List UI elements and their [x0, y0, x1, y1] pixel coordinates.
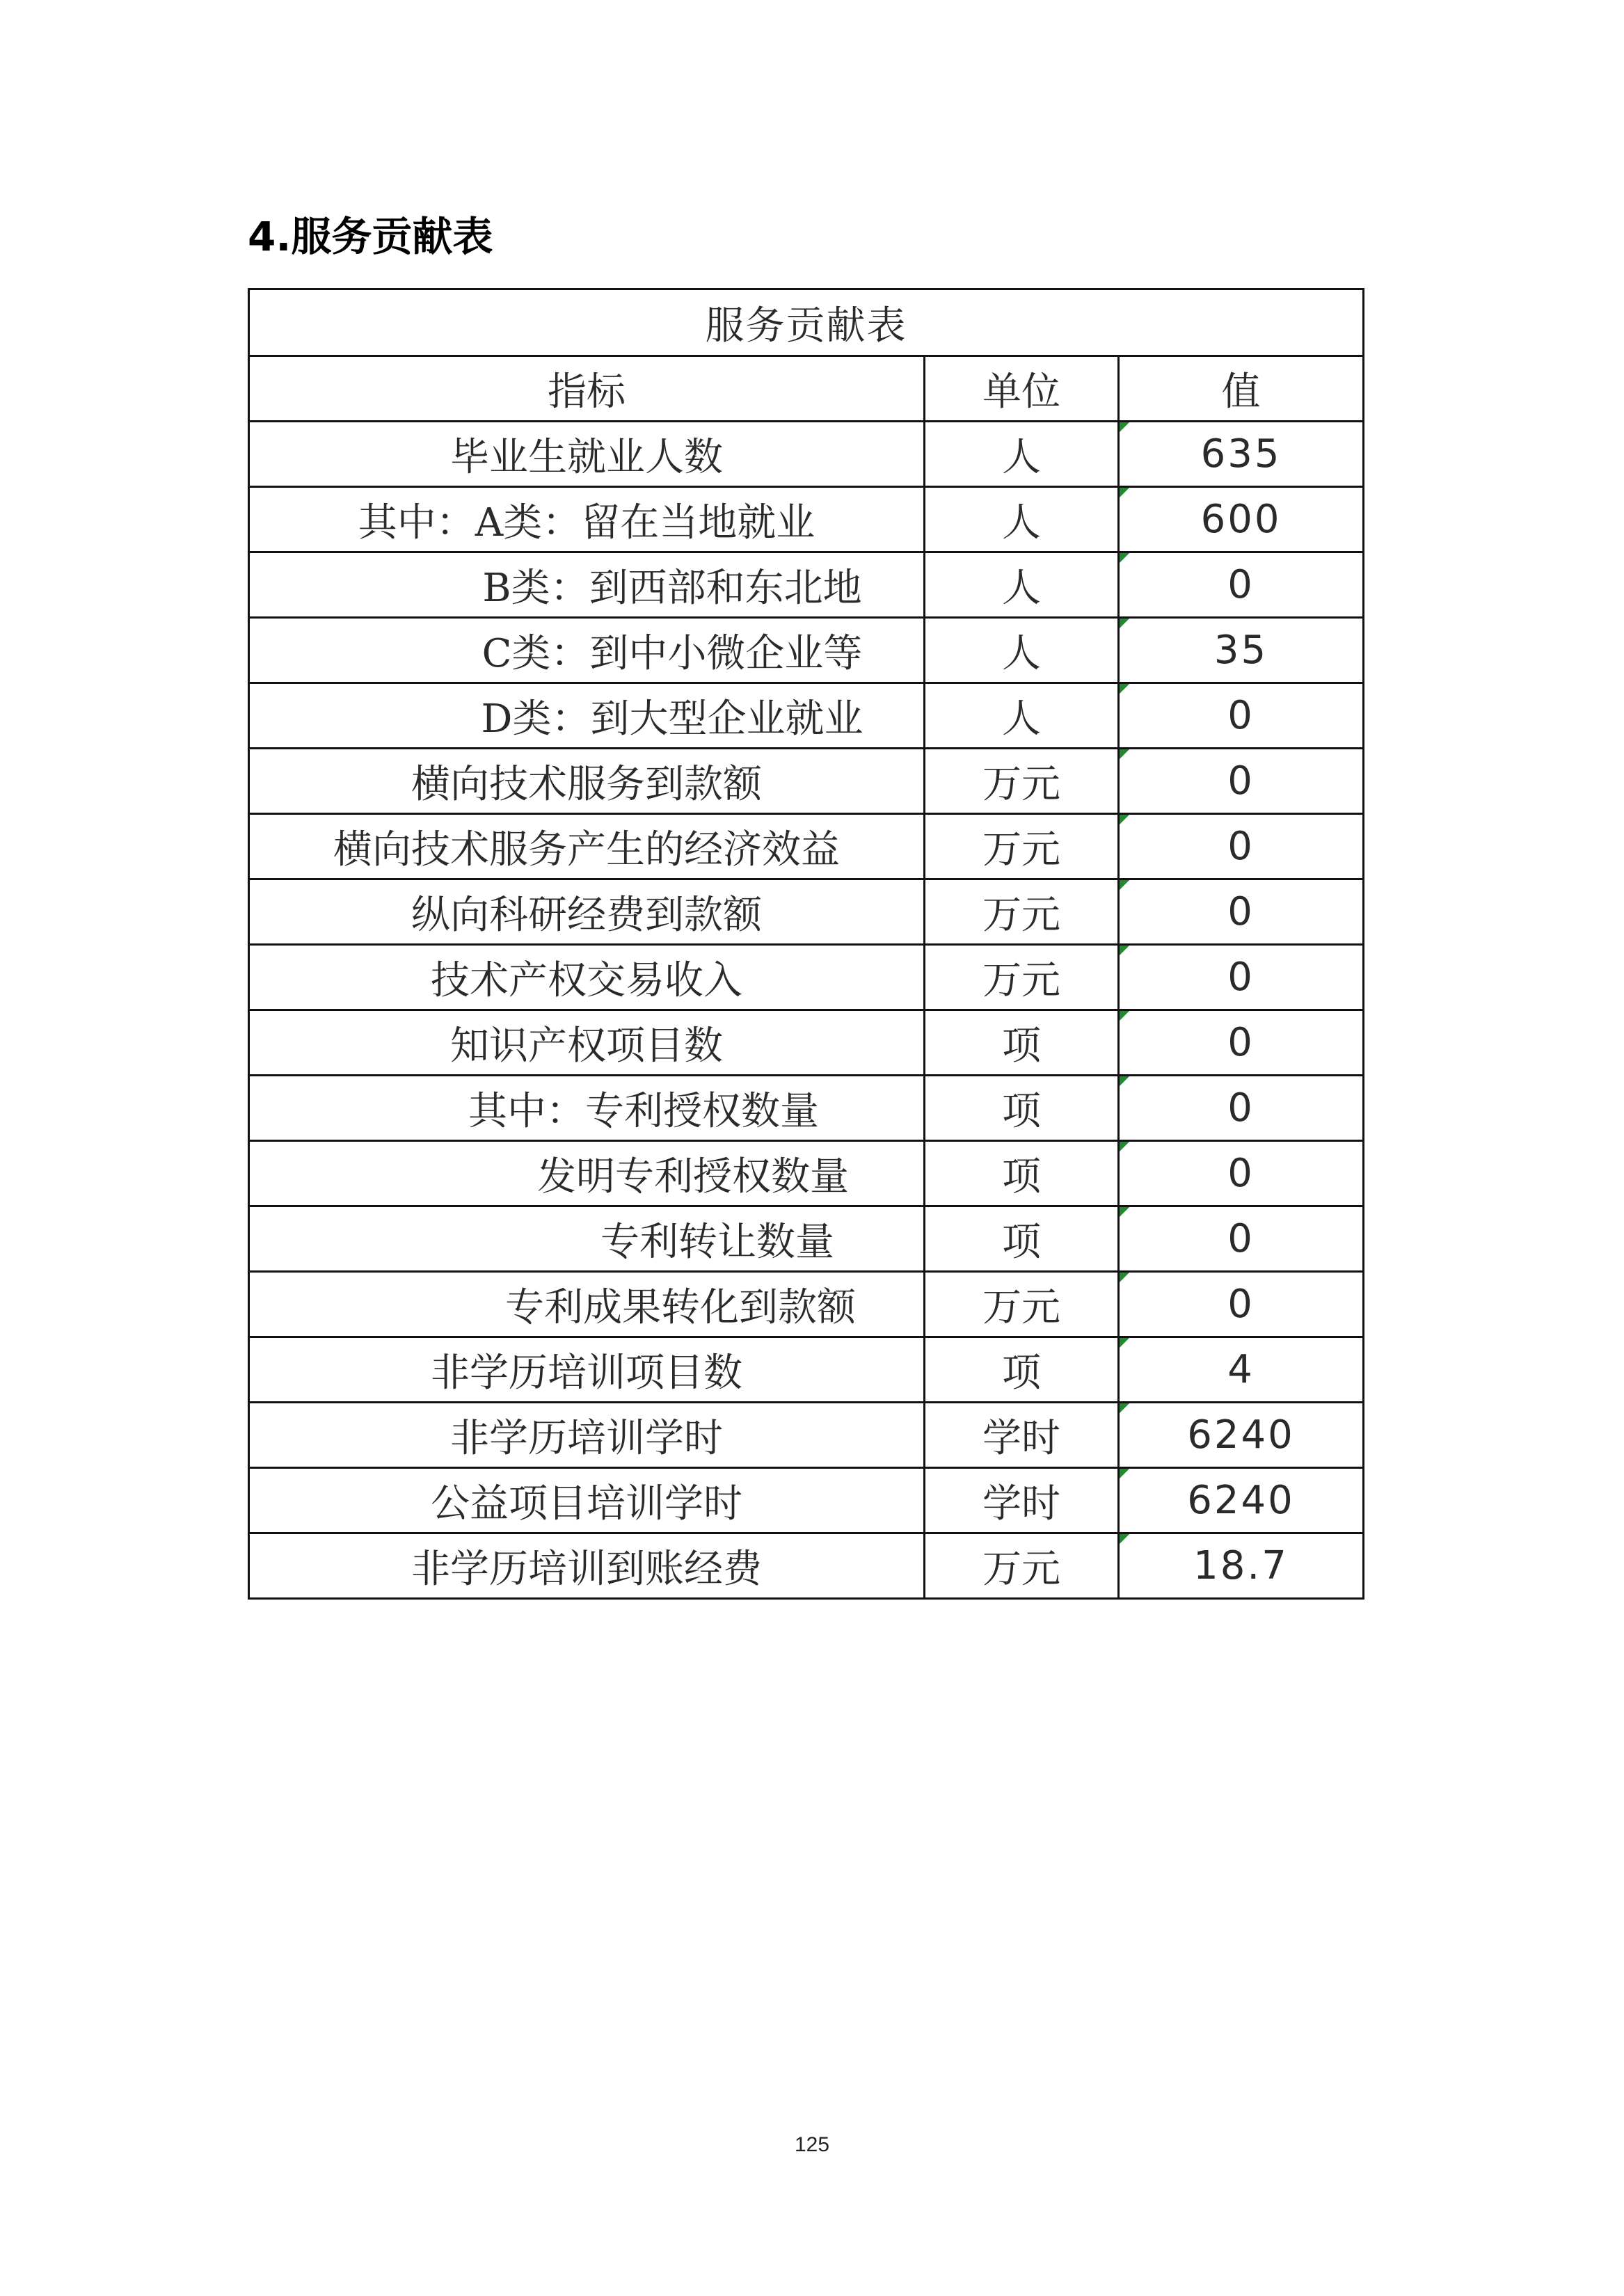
indicator-cell	[249, 1076, 925, 1141]
value-cell	[1119, 1076, 1364, 1141]
table-row	[249, 814, 1364, 879]
indicator-cell	[249, 1337, 925, 1403]
indicator-cell	[249, 1272, 925, 1337]
value-text: 0	[1227, 1085, 1255, 1131]
indicator-label: 其中：专利授权数量	[468, 1088, 819, 1134]
cell-marker-icon	[1120, 1338, 1129, 1348]
indicator-cell	[249, 814, 925, 879]
service-contribution-table	[248, 288, 1364, 1600]
indicator-label: 横向技术服务产生的经济效益	[333, 827, 840, 872]
value-text: 0	[1227, 1151, 1255, 1196]
unit-cell: 项	[925, 1010, 1119, 1076]
value-cell	[1119, 749, 1364, 814]
value-text: 0	[1227, 824, 1255, 869]
indicator-cell	[249, 1403, 925, 1468]
unit-cell: 万元	[925, 879, 1119, 945]
value-text: 0	[1227, 1020, 1255, 1065]
value-cell	[1119, 879, 1364, 945]
unit-cell: 万元	[925, 945, 1119, 1010]
cell-marker-icon	[1120, 619, 1129, 628]
value-cell	[1119, 1533, 1364, 1599]
indicator-cell	[249, 487, 925, 552]
cell-marker-icon	[1120, 488, 1129, 497]
value-text: 0	[1227, 1216, 1255, 1261]
indicator-label: 知识产权项目数	[450, 1023, 723, 1069]
value-cell	[1119, 1337, 1364, 1403]
table-row	[249, 552, 1364, 618]
indicator-label: 毕业生就业人数	[450, 434, 723, 480]
indicator-label: D类：到大型企业就业	[481, 696, 863, 742]
indicator-cell	[249, 1010, 925, 1076]
value-text: 4	[1227, 1347, 1255, 1392]
service-contribution-table-container	[248, 288, 1362, 1600]
value-cell	[1119, 1403, 1364, 1468]
value-text: 600	[1200, 497, 1282, 542]
value-cell	[1119, 552, 1364, 618]
table-row	[249, 487, 1364, 552]
indicator-cell	[249, 1468, 925, 1533]
indicator-label: B类：到西部和东北地	[482, 565, 862, 611]
table-row	[249, 1076, 1364, 1141]
indicator-label: C类：到中小微企业等	[481, 630, 863, 676]
cell-marker-icon	[1120, 880, 1129, 890]
cell-marker-icon	[1120, 553, 1129, 563]
value-cell	[1119, 422, 1364, 487]
table-row	[249, 749, 1364, 814]
cell-marker-icon	[1120, 1273, 1129, 1282]
table-row	[249, 1141, 1364, 1206]
cell-marker-icon	[1120, 1534, 1129, 1544]
table-row	[249, 1533, 1364, 1599]
table-row	[249, 1337, 1364, 1403]
indicator-cell	[249, 1141, 925, 1206]
indicator-label: 非学历培训项目数	[431, 1350, 742, 1396]
indicator-cell	[249, 879, 925, 945]
table-row	[249, 683, 1364, 749]
table-row	[249, 618, 1364, 683]
value-text: 6240	[1187, 1478, 1295, 1523]
value-text: 18.7	[1193, 1543, 1289, 1588]
value-text: 6240	[1187, 1412, 1295, 1458]
indicator-label: 发明专利授权数量	[537, 1154, 849, 1199]
unit-cell: 人	[925, 618, 1119, 683]
indicator-label: 公益项目培训学时	[431, 1481, 742, 1526]
table-header-row	[249, 356, 1364, 422]
indicator-cell	[249, 1206, 925, 1272]
unit-cell: 学时	[925, 1403, 1119, 1468]
value-text: 0	[1227, 889, 1255, 934]
value-cell	[1119, 1141, 1364, 1206]
value-cell	[1119, 618, 1364, 683]
indicator-label: 其中：A类：留在当地就业	[358, 500, 815, 545]
table-row	[249, 1010, 1364, 1076]
unit-cell: 万元	[925, 749, 1119, 814]
indicator-label: 非学历培训到账经费	[411, 1546, 762, 1592]
unit-cell: 人	[925, 422, 1119, 487]
table-row	[249, 1206, 1364, 1272]
cell-marker-icon	[1120, 749, 1129, 759]
table-row	[249, 1403, 1364, 1468]
value-text: 0	[1227, 955, 1255, 1000]
table-row	[249, 1468, 1364, 1533]
value-cell	[1119, 1010, 1364, 1076]
table-row	[249, 879, 1364, 945]
unit-cell: 人	[925, 683, 1119, 749]
unit-cell: 人	[925, 487, 1119, 552]
indicator-cell	[249, 683, 925, 749]
value-cell	[1119, 487, 1364, 552]
unit-cell: 学时	[925, 1468, 1119, 1533]
column-header-indicator: 指标	[249, 356, 925, 422]
cell-marker-icon	[1120, 1011, 1129, 1021]
cell-marker-icon	[1120, 1469, 1129, 1478]
cell-marker-icon	[1120, 422, 1129, 432]
value-text: 0	[1227, 562, 1255, 607]
unit-cell: 万元	[925, 1533, 1119, 1599]
table-row	[249, 945, 1364, 1010]
unit-cell: 项	[925, 1206, 1119, 1272]
indicator-label: 专利转让数量	[600, 1219, 834, 1265]
unit-cell: 项	[925, 1337, 1119, 1403]
value-text: 0	[1227, 693, 1255, 738]
indicator-cell	[249, 552, 925, 618]
value-cell	[1119, 814, 1364, 879]
indicator-cell	[249, 1533, 925, 1599]
table-title: 服务贡献表	[249, 289, 1364, 356]
table-row	[249, 1272, 1364, 1337]
indicator-label: 非学历培训学时	[450, 1415, 723, 1461]
indicator-cell	[249, 422, 925, 487]
value-cell	[1119, 1272, 1364, 1337]
unit-cell: 项	[925, 1141, 1119, 1206]
unit-cell: 人	[925, 552, 1119, 618]
indicator-label: 横向技术服务到款额	[411, 761, 762, 807]
cell-marker-icon	[1120, 946, 1129, 955]
section-heading: 4.服务贡献表	[248, 213, 493, 260]
cell-marker-icon	[1120, 1076, 1129, 1086]
value-cell	[1119, 1468, 1364, 1533]
unit-cell: 项	[925, 1076, 1119, 1141]
cell-marker-icon	[1120, 1207, 1129, 1217]
value-text: 0	[1227, 758, 1255, 804]
unit-cell: 万元	[925, 814, 1119, 879]
value-cell	[1119, 683, 1364, 749]
cell-marker-icon	[1120, 815, 1129, 824]
indicator-cell	[249, 749, 925, 814]
value-text: 0	[1227, 1282, 1255, 1327]
page-number: 125	[794, 2133, 830, 2156]
cell-marker-icon	[1120, 684, 1129, 694]
column-header-unit: 单位	[925, 356, 1119, 422]
indicator-cell	[249, 618, 925, 683]
cell-marker-icon	[1120, 1142, 1129, 1151]
table-body	[249, 422, 1364, 1599]
unit-cell: 万元	[925, 1272, 1119, 1337]
value-cell	[1119, 1206, 1364, 1272]
value-text: 35	[1213, 628, 1268, 673]
value-text: 635	[1200, 431, 1282, 477]
indicator-label: 专利成果转化到款额	[505, 1284, 856, 1330]
cell-marker-icon	[1120, 1403, 1129, 1413]
value-cell	[1119, 945, 1364, 1010]
indicator-cell	[249, 945, 925, 1010]
table-title-row	[249, 289, 1364, 356]
column-header-value: 值	[1119, 356, 1364, 422]
indicator-label: 技术产权交易收入	[431, 957, 742, 1003]
table-row	[249, 422, 1364, 487]
indicator-label: 纵向科研经费到款额	[411, 892, 762, 938]
